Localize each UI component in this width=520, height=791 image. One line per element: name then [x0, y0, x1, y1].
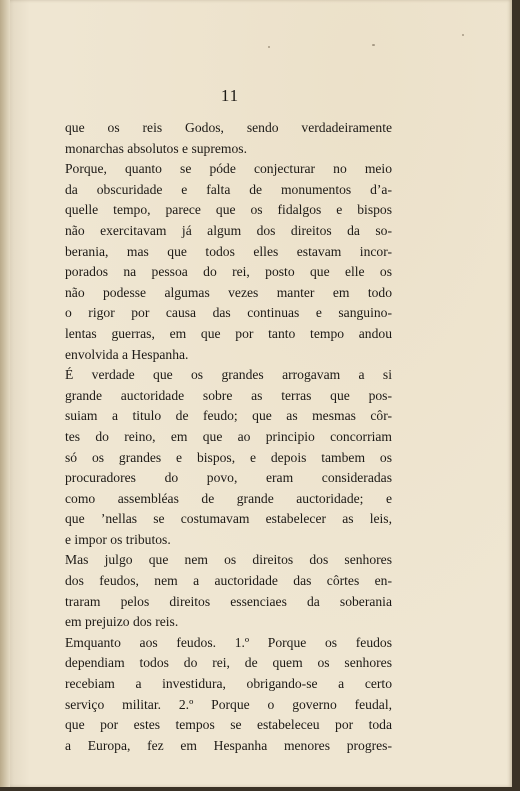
text-line: dos feudos, nem a auctoridade das côrtes en- [65, 573, 392, 589]
page-number: 11 [220, 86, 240, 105]
text-line: da obscuridade e falta de monumentos d’a- [65, 181, 392, 197]
text-line: monarchas absolutos e supremos. [65, 140, 247, 156]
text-line: serviço militar. 2.º Porque o governo feudal, [65, 696, 392, 712]
text-line: o rigor por causa das continuas e sanguino- [65, 305, 392, 321]
text-line: berania, mas que todos elles estavam incor- [65, 243, 392, 259]
text-line: recebiam a investidura, obrigando-se a certo [65, 676, 392, 692]
text-line: quelle tempo, parece que os fidalgos e bispos [65, 202, 392, 218]
paper-speck [268, 46, 270, 48]
text-line: não exercitavam já algum dos direitos da so- [65, 222, 392, 238]
text-line: que ’nellas se costumavam estabelecer as leis, [65, 511, 392, 527]
paper-speck [372, 44, 375, 46]
text-line: É verdade que os grandes arrogavam a si [65, 367, 392, 383]
text-line: que os reis Godos, sendo verdadeiramente [65, 120, 392, 135]
text-line: a Europa, fez em Hespanha menores progres- [65, 737, 392, 753]
text-line: tes do reino, em que ao principio concorriam [65, 428, 392, 444]
text-line: traram pelos direitos essenciaes da soberania [65, 593, 392, 609]
text-line: Porque, quanto se póde conjecturar no meio [65, 161, 392, 177]
page-gutter-shadow [0, 0, 10, 787]
text-line: envolvida a Hespanha. [65, 346, 189, 362]
text-line: não podesse algumas vezes manter em todo [65, 284, 392, 300]
text-line: grande auctoridade sobre as terras que pos- [65, 387, 392, 403]
text-line: Mas julgo que nem os direitos dos senhores [65, 552, 392, 568]
text-line: que por estes tempos se estabeleceu por toda [65, 717, 392, 733]
text-line: suiam a titulo de feudo; que as mesmas côr- [65, 408, 392, 424]
text-line: lentas guerras, em que por tanto tempo andou [65, 325, 392, 341]
text-line: só os grandes e bispos, e depois tambem os [65, 449, 392, 465]
text-line: em prejuizo dos reis. [65, 614, 179, 630]
text-line: e impor os tributos. [65, 531, 171, 547]
paper-speck [462, 34, 464, 36]
body-text [65, 118, 392, 756]
text-line: procuradores do povo, eram consideradas [65, 470, 392, 486]
text-line: como assembléas de grande auctoridade; e [65, 490, 392, 506]
text-line: Emquanto aos feudos. 1.º Porque os feudos [65, 634, 392, 650]
text-line: porados na pessoa do rei, posto que elle os [65, 264, 392, 280]
text-line: dependiam todos do rei, de quem os senhores [65, 655, 392, 671]
